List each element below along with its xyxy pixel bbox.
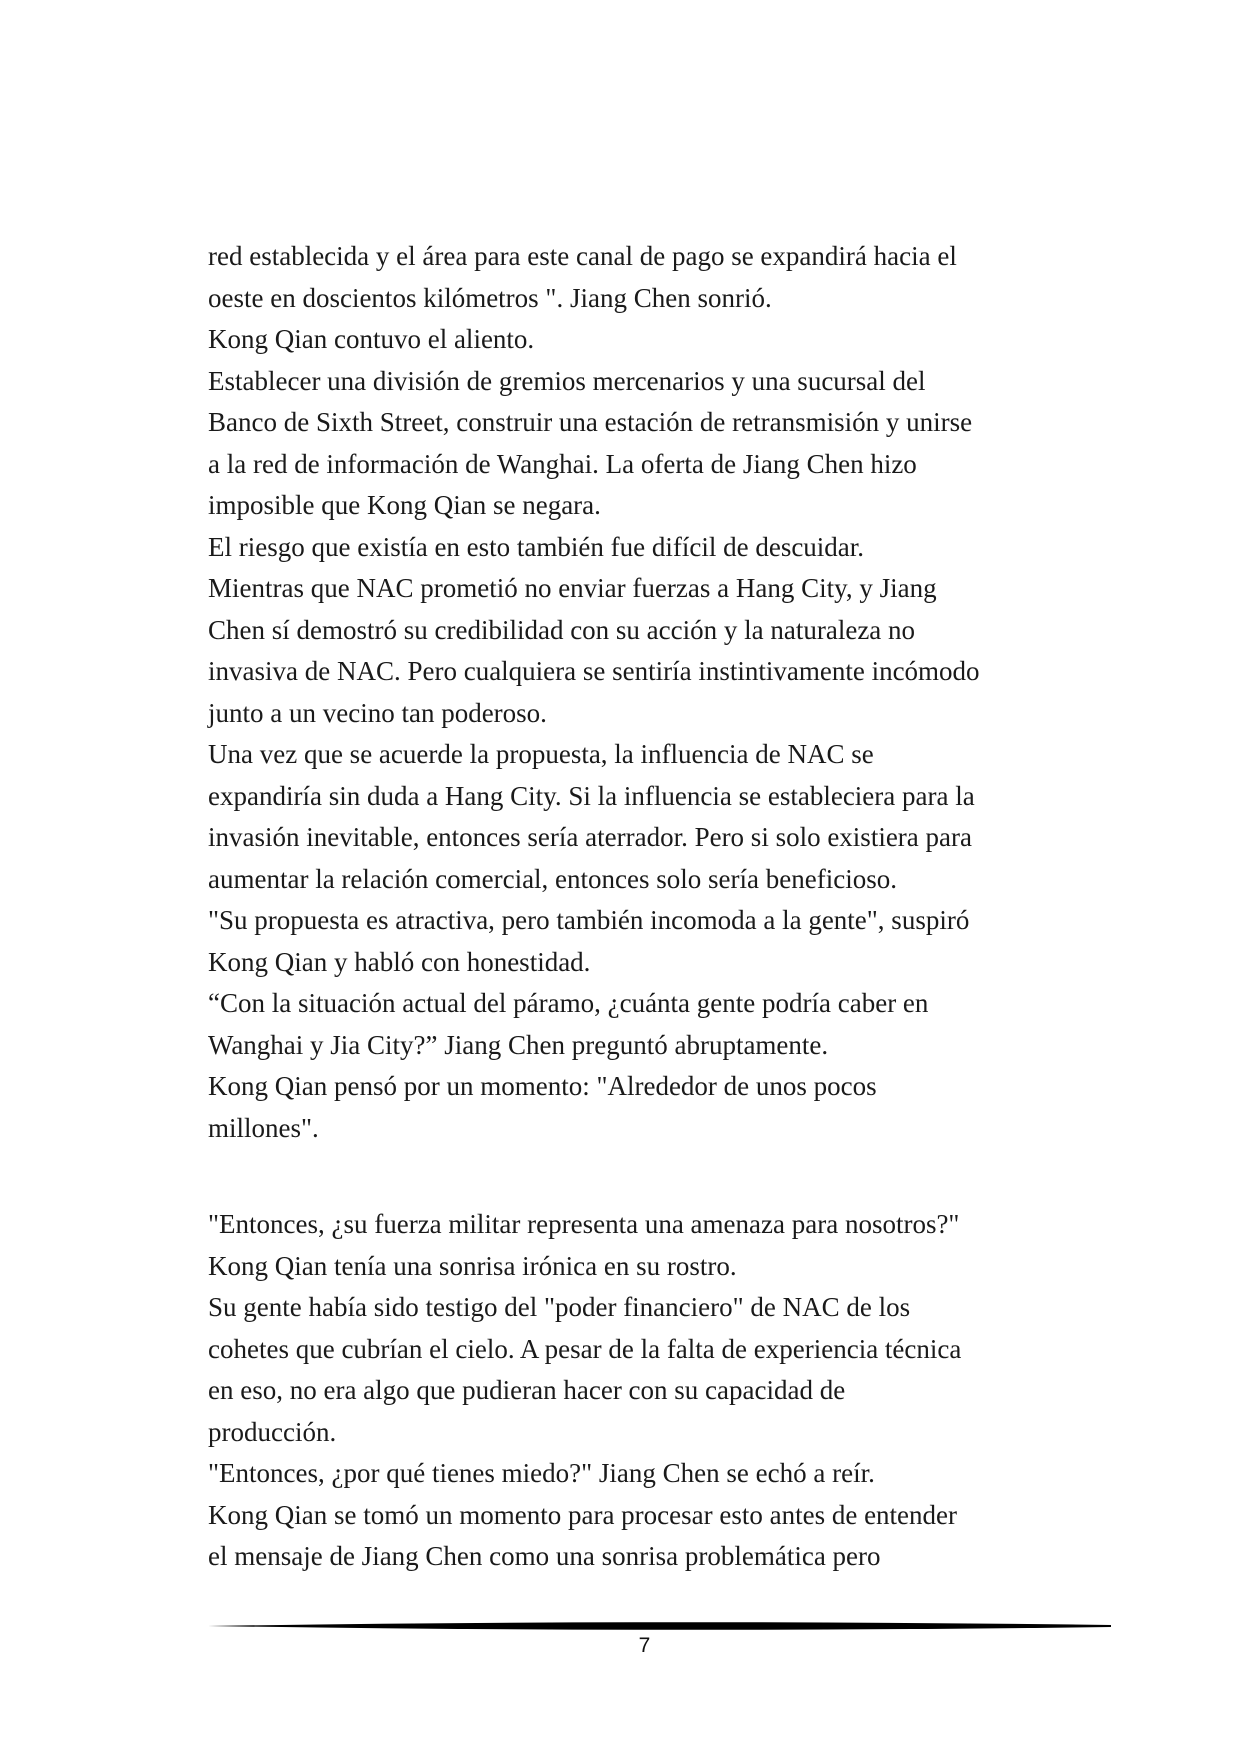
- body-text-block-1: [208, 236, 1078, 1149]
- text-line: red establecida y el área para este canal de pago se expandirá hacia el: [208, 241, 957, 271]
- text-line: en eso, no era algo que pudieran hacer con su capacidad de: [208, 1375, 846, 1405]
- text-line: "Entonces, ¿por qué tienes miedo?" Jiang Chen se echó a reír.: [208, 1458, 875, 1488]
- text-line: Establecer una división de gremios mercenarios y una sucursal del: [208, 365, 926, 396]
- text-line: Kong Qian pensó por un momento: "Alrededor de unos pocos: [208, 1071, 877, 1101]
- text-line: "Su propuesta es atractiva, pero también incomoda a la gente", suspiró: [208, 905, 970, 935]
- text-line: Kong Qian se tomó un momento para procesar esto antes de entender: [208, 1499, 958, 1530]
- text-line: El riesgo que existía en esto también fue difícil de descuidar.: [208, 531, 865, 562]
- text-line: Su gente había sido testigo del "poder financiero" de NAC de los: [208, 1292, 911, 1322]
- text-line: invasiva de NAC. Pero cualquiera se sentiría instintivamente incómodo: [208, 656, 980, 686]
- text-line: imposible que Kong Qian se negara.: [208, 490, 601, 520]
- text-line: millones".: [208, 1112, 319, 1143]
- text-line: “Con la situación actual del páramo, ¿cuánta gente podría caber en: [208, 988, 929, 1018]
- text-line: a la red de información de Wanghai. La oferta de Jiang Chen hizo: [208, 448, 917, 479]
- text-line: Chen sí demostró su credibilidad con su acción y la naturaleza no: [208, 614, 916, 645]
- page-number: 7: [638, 1634, 651, 1657]
- text-line: aumentar la relación comercial, entonces solo sería beneficioso.: [208, 863, 897, 894]
- text-line: Mientras que NAC prometió no enviar fuerzas a Hang City, y Jiang: [208, 573, 937, 603]
- text-line: oeste en doscientos kilómetros ". Jiang Chen sonrió.: [208, 282, 772, 313]
- footer-divider: [208, 1619, 1111, 1633]
- body-text-block-2: [208, 1204, 1078, 1578]
- text-line: cohetes que cubrían el cielo. A pesar de la falta de experiencia técnica: [208, 1333, 962, 1364]
- text-line: Kong Qian tenía una sonrisa irónica en su rostro.: [208, 1250, 737, 1281]
- text-line: Wanghai y Jia City?” Jiang Chen preguntó abruptamente.: [208, 1029, 829, 1060]
- text-line: invasión inevitable, entonces sería aterrador. Pero si solo existiera para: [208, 822, 972, 852]
- text-line: Kong Qian contuvo el aliento.: [208, 324, 535, 354]
- text-line: producción.: [208, 1416, 337, 1447]
- text-line: Banco de Sixth Street, construir una estación de retransmisión y unirse: [208, 407, 973, 437]
- text-line: expandiría sin duda a Hang City. Si la influencia se estableciera para la: [208, 780, 975, 811]
- text-line: el mensaje de Jiang Chen como una sonrisa problemática pero: [208, 1541, 881, 1571]
- text-line: "Entonces, ¿su fuerza militar representa una amenaza para nosotros?": [208, 1209, 960, 1239]
- text-line: Kong Qian y habló con honestidad.: [208, 946, 591, 977]
- text-line: Una vez que se acuerde la propuesta, la influencia de NAC se: [208, 739, 874, 769]
- text-line: junto a un vecino tan poderoso.: [208, 697, 547, 728]
